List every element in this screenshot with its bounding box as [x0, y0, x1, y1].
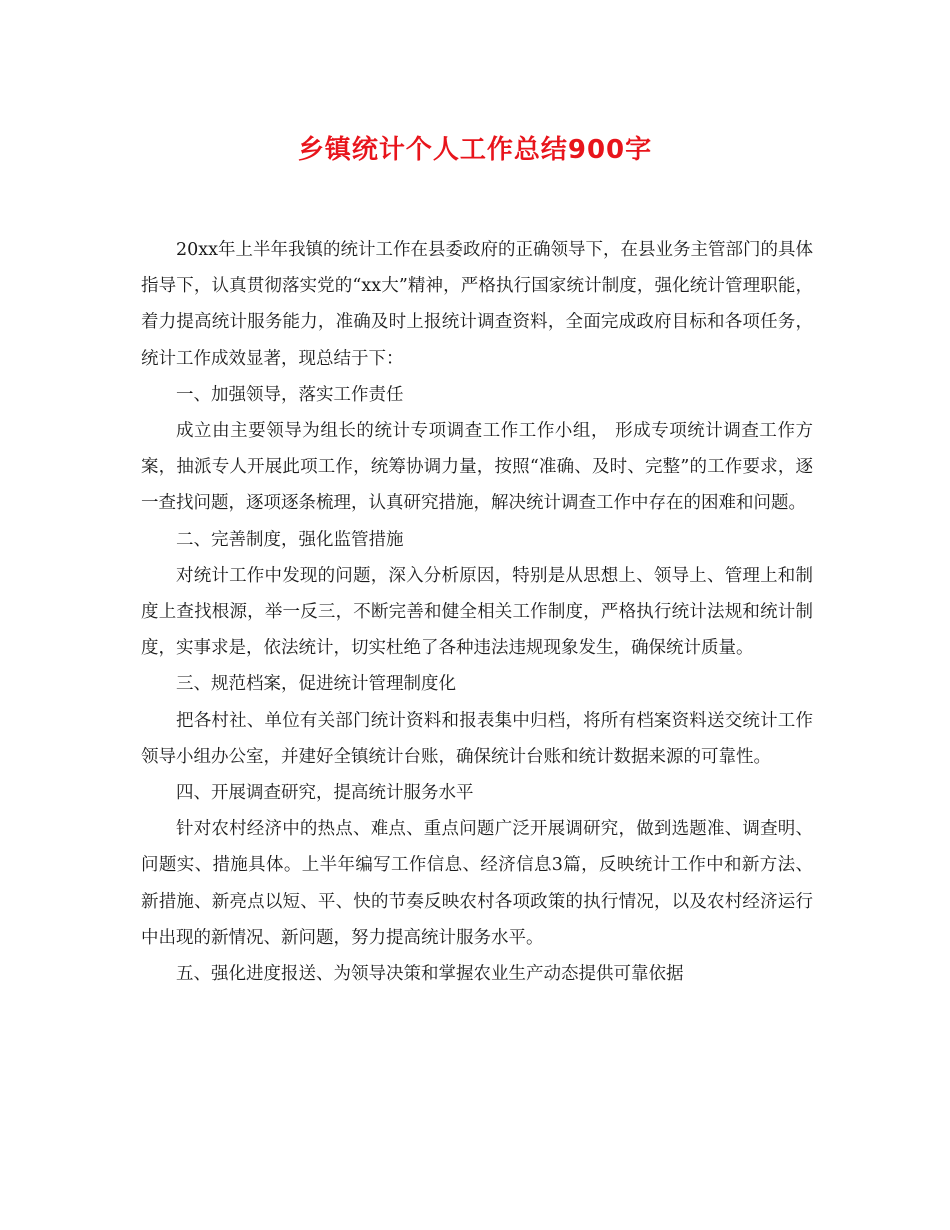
paragraph-section-2: 对统计工作中发现的问题，深入分析原因，特别是从思想上、领导上、管理上和制度上查找根源，举一反三，不断完善和健全相关工作制度，严格执行统计法规和统计制度，实事求是，依法统计，切实杜绝了各种违法违规现象发生，确保统计质量。 — [141, 565, 813, 659]
section-heading-3: 三、规范档案，促进统计管理制度化 — [176, 674, 456, 695]
document-body — [141, 232, 813, 992]
section-heading-5: 五、强化进度报送、为领导决策和掌握农业生产动态提供可靠依据 — [176, 964, 684, 985]
section-heading-1: 一、加强领导，落实工作责任 — [176, 384, 404, 405]
paragraph-section-4: 针对农村经济中的热点、难点、重点问题广泛开展调研究，做到选题准、调查明、问题实、措施具体。上半年编写工作信息、经济信息3篇，反映统计工作中和新方法、新措施、新亮点以短、平、快的节奏反映农村各项政策的执行情况，以及农村经济运行中出现的新情况、新问题，努力提高统计服务水平。 — [141, 819, 813, 948]
paragraph-section-3: 把各村社、单位有关部门统计资料和报表集中归档，将所有档案资料送交统计工作领导小组办公室，并建好全镇统计台账，确保统计台账和统计数据来源的可靠性。 — [141, 710, 813, 767]
section-heading-2: 二、完善制度，强化监管措施 — [176, 529, 404, 550]
page-title: 乡镇统计个人工作总结900字 — [297, 135, 653, 165]
paragraph-section-1: 成立由主要领导为组长的统计专项调查工作工作小组， 形成专项统计调查工作方案，抽派专人开展此项工作，统筹协调力量，按照“准确、及时、完整”的工作要求，逐一查找问题，逐项逐条梳理，认真研究措施，解决统计调查工作中存在的困难和问题。 — [141, 421, 813, 514]
paragraph-intro: 20xx年上半年我镇的统计工作在县委政府的正确领导下，在县业务主管部门的具体指导下，认真贯彻落实党的“xx大”精神，严格执行国家统计制度，强化统计管理职能，着力提高统计服务能力，准确及时上报统计调查资料，全面完成政府目标和各项任务，统计工作成效显著，现总结于下： — [141, 240, 814, 369]
section-heading-4: 四、开展调查研究，提高统计服务水平 — [176, 783, 474, 804]
